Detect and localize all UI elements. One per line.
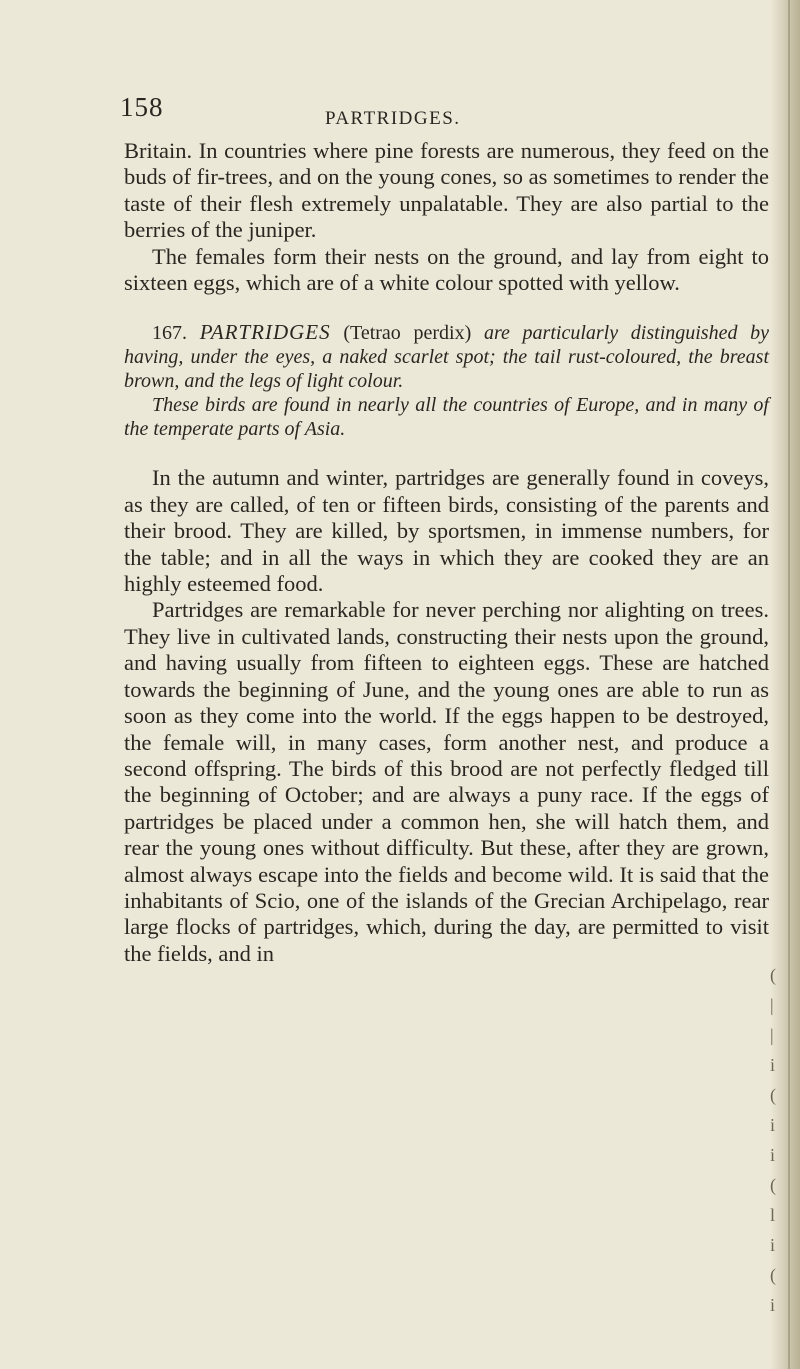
margin-mark: ( [770, 1265, 776, 1285]
margin-mark: l [770, 1205, 776, 1225]
paragraph: Britain. In countries where pine forests are numerous, they feed on the buds of fir-trees, and on the young cones, so as sometimes to render the taste of their flesh extremely unpalatable. They are also partial to the berries of the juniper. [124, 138, 769, 243]
margin-mark: ( [770, 1085, 776, 1105]
paragraph: The females form their nests on the ground, and lay from eight to sixteen eggs, which are of a white colour spotted with yellow. [124, 243, 769, 296]
paragraph: In the autumn and winter, partridges are generally found in coveys, as they are called, of ten or fifteen birds, consisting of the parents and their brood. They are killed, by sportsmen, in immense numbers, for the table; and in all the ways in which they are cooked they are an highly esteemed food. [124, 465, 769, 597]
margin-mark: | [770, 1025, 774, 1045]
margin-mark: ( [770, 1175, 776, 1195]
section-heading [124, 320, 769, 393]
margin-marks [770, 960, 776, 1320]
margin-mark: ( [770, 965, 776, 985]
margin-mark: i [770, 1055, 776, 1075]
running-head: PARTRIDGES. [325, 108, 461, 129]
latin-name: (Tetrao perdix) [343, 322, 472, 345]
margin-mark: i [770, 1295, 776, 1315]
margin-mark: i [770, 1145, 776, 1165]
section-description: are particularly distinguished by having, under the eyes, a naked scarlet spot; the tail rust-coloured, the breast brown, and the legs of light colour. [124, 322, 770, 393]
section-note: These birds are found in nearly all the countries of Europe, and in many of the temperate parts of Asia. [124, 394, 769, 441]
section-title: PARTRIDGES [199, 320, 331, 345]
margin-mark: i [770, 1235, 776, 1255]
spacer [124, 296, 769, 320]
margin-mark: i [770, 1115, 776, 1135]
section-number: 167. [152, 322, 187, 345]
page-number: 158 [120, 92, 164, 122]
page-edge-line [788, 0, 790, 1369]
spacer [124, 441, 769, 465]
page-body [124, 138, 769, 967]
paragraph: Partridges are remarkable for never perching nor alighting on trees. They live in cultivated lands, constructing their nests upon the ground, and having usually from fifteen to eighteen eggs. These are hatched towards the beginning of June, and the young ones are able to run as soon as they come into the world. If the eggs happen to be destroyed, the female will, in many cases, form another nest, and produce a second offspring. The birds of this brood are not perfectly fledged till the beginning of October; and are always a puny race. If the eggs of partridges be placed under a common hen, she will hatch them, and rear the young ones without difficulty. But these, after they are grown, almost always escape into the fields and become wild. It is said that the inhabitants of Scio, one of the islands of the Grecian Archipelago, rear large flocks of partridges, which, during the day, are permitted to visit the fields, and in [124, 597, 769, 966]
margin-mark: | [770, 995, 774, 1015]
